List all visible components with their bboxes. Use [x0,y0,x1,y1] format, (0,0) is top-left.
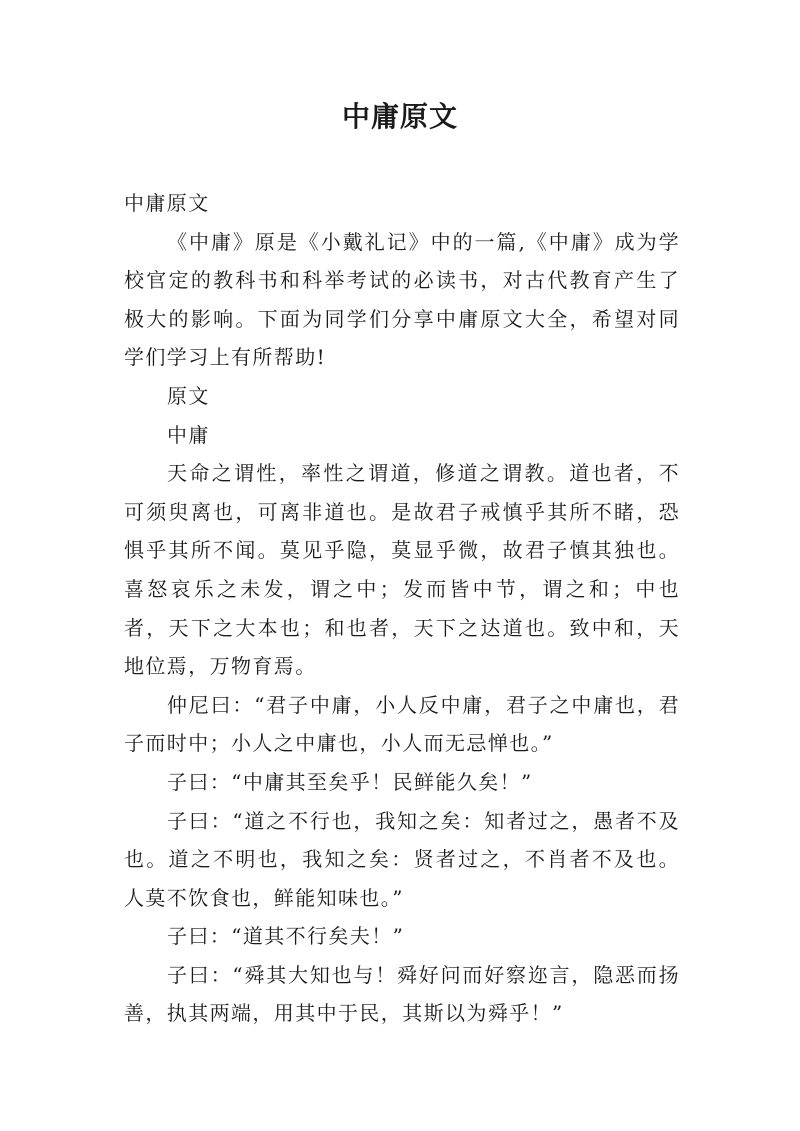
paragraph-text: 子曰：“道之不行也，我知之矣：知者过之，愚者不及也。道之不明也，我知之矣：贤者过之，不肖者不及也。人莫不饮食也，鲜能知味也。” [124,808,680,910]
paragraph-text: 子曰：“中庸其至矣乎！民鲜能久矣！” [167,769,533,794]
document-title: 中庸原文 [341,100,458,133]
paragraph-text: 子曰：“舜其大知也与！舜好问而好察迩言，隐恶而扬善，执其两端，用其中于民，其斯以为舜乎！” [124,962,680,1026]
paragraph-text: 子曰：“道其不行矣夫！” [167,924,405,949]
paragraph-text: 天命之谓性，率性之谓道，修道之谓教。道也者，不可须臾离也，可离非道也。是故君子戒慎乎其所不睹，恐惧乎其所不闻。莫见乎隐，莫显乎微，故君子慎其独也。喜怒哀乐之未发，谓之中；发而皆中节，谓之和；中也者，天下之大本也；和也者，天下之达道也。致中和，天地位焉，万物育焉。 [124,461,680,679]
paragraph-section-label: 原文 [167,383,210,408]
paragraph-subtitle: 中庸 [167,422,210,447]
paragraph-text: 仲尼曰：“君子中庸，小人反中庸，君子之中庸也，君子而时中；小人之中庸也，小人而无忌惮也。” [124,692,680,756]
paragraph-heading: 中庸原文 [124,191,210,215]
document-body [124,184,680,1033]
paragraph-intro: 《中庸》原是《小戴礼记》中的一篇,《中庸》成为学校官定的教科书和科举考试的必读书，对古代教育产生了极大的影响。下面为同学们分享中庸原文大全，希望对同学们学习上有所帮助! [124,229,680,370]
